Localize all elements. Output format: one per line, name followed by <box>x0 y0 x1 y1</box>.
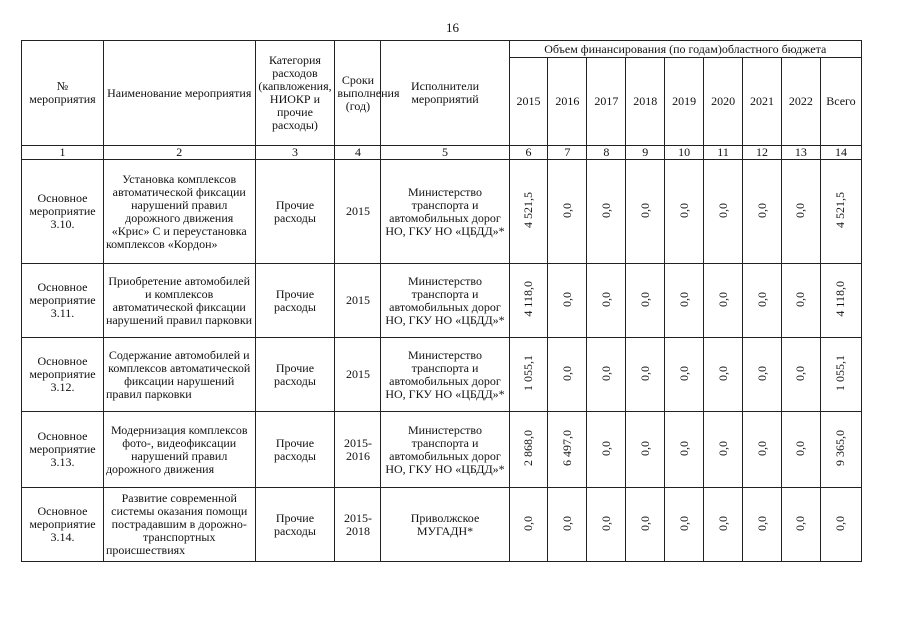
value-cell <box>548 488 587 562</box>
value-cell <box>743 488 782 562</box>
value-2021: 0,0 <box>754 440 769 456</box>
header-name: Наименование мероприятия <box>103 41 255 146</box>
value-cell <box>587 488 626 562</box>
value-cell <box>665 160 704 264</box>
column-number: 12 <box>743 146 782 160</box>
value-cell <box>704 488 743 562</box>
value-2015: 4 118,0 <box>520 281 535 317</box>
executor: Министерство транспорта и автомобильных дорог НО, ГКУ НО «ЦБДД»* <box>381 412 509 488</box>
value-cell <box>626 264 665 338</box>
value-2022: 0,0 <box>793 515 808 531</box>
expense-category: Прочие расходы <box>255 160 335 264</box>
value-2017: 0,0 <box>598 291 613 307</box>
value-2017: 0,0 <box>598 202 613 218</box>
header-year: 2015 <box>509 58 548 146</box>
value-cell <box>665 264 704 338</box>
value-2020: 0,0 <box>715 365 730 381</box>
value-2015: 1 055,1 <box>520 355 535 391</box>
value-cell <box>548 160 587 264</box>
header-year: 2017 <box>587 58 626 146</box>
financing-table <box>21 40 862 562</box>
value-cell <box>548 412 587 488</box>
table-row <box>22 160 862 264</box>
value-2018: 0,0 <box>637 365 652 381</box>
value-2015: 2 868,0 <box>520 430 535 466</box>
measure-id: Основное мероприятие 3.13. <box>22 412 104 488</box>
header-financing-group: Объем финансирования (по годам)областного бюджета <box>509 41 861 58</box>
header-category: Категория расходов (капвложения, НИОКР и прочие расходы) <box>255 41 335 146</box>
value-cell <box>781 264 820 338</box>
value-total: 9 365,0 <box>833 430 848 466</box>
column-number: 3 <box>255 146 335 160</box>
measure-id: Основное мероприятие 3.14. <box>22 488 104 562</box>
value-2016: 6 497,0 <box>559 430 574 466</box>
value-cell <box>509 264 548 338</box>
value-2021: 0,0 <box>754 365 769 381</box>
execution-terms: 2015 <box>335 338 381 412</box>
header-year: 2018 <box>626 58 665 146</box>
header-year: 2016 <box>548 58 587 146</box>
value-2022: 0,0 <box>793 440 808 456</box>
column-number: 13 <box>781 146 820 160</box>
value-2016: 0,0 <box>559 515 574 531</box>
header-year: 2020 <box>704 58 743 146</box>
value-cell <box>781 412 820 488</box>
value-cell <box>820 160 861 264</box>
value-cell <box>509 338 548 412</box>
value-2020: 0,0 <box>715 440 730 456</box>
value-2017: 0,0 <box>598 440 613 456</box>
table-row <box>22 488 862 562</box>
value-cell <box>704 338 743 412</box>
value-2021: 0,0 <box>754 202 769 218</box>
value-total: 0,0 <box>833 515 848 531</box>
header-executors: Исполнители мероприятий <box>381 41 509 146</box>
executor: Министерство транспорта и автомобильных дорог НО, ГКУ НО «ЦБДД»* <box>381 160 509 264</box>
execution-terms: 2015-2018 <box>335 488 381 562</box>
measure-id: Основное мероприятие 3.12. <box>22 338 104 412</box>
value-2022: 0,0 <box>793 202 808 218</box>
value-cell <box>704 264 743 338</box>
table-row <box>22 412 862 488</box>
value-cell <box>820 412 861 488</box>
value-2015: 0,0 <box>520 515 535 531</box>
value-2019: 0,0 <box>676 440 691 456</box>
header-num: № мероприятия <box>22 41 104 146</box>
value-cell <box>626 338 665 412</box>
value-2022: 0,0 <box>793 365 808 381</box>
column-number: 8 <box>587 146 626 160</box>
executor: Министерство транспорта и автомобильных дорог НО, ГКУ НО «ЦБДД»* <box>381 264 509 338</box>
expense-category: Прочие расходы <box>255 412 335 488</box>
value-cell <box>820 338 861 412</box>
value-cell <box>665 412 704 488</box>
value-2018: 0,0 <box>637 291 652 307</box>
column-number-row <box>22 146 862 160</box>
value-total: 1 055,1 <box>833 355 848 391</box>
measure-id: Основное мероприятие 3.11. <box>22 264 104 338</box>
header-year: 2021 <box>743 58 782 146</box>
column-number: 7 <box>548 146 587 160</box>
expense-category: Прочие расходы <box>255 338 335 412</box>
value-cell <box>781 160 820 264</box>
column-number: 6 <box>509 146 548 160</box>
execution-terms: 2015-2016 <box>335 412 381 488</box>
value-2017: 0,0 <box>598 365 613 381</box>
value-cell <box>548 338 587 412</box>
value-2020: 0,0 <box>715 291 730 307</box>
value-cell <box>743 412 782 488</box>
column-number: 11 <box>704 146 743 160</box>
value-cell <box>587 160 626 264</box>
value-cell <box>509 412 548 488</box>
value-cell <box>509 160 548 264</box>
value-cell <box>781 488 820 562</box>
value-cell <box>704 160 743 264</box>
value-cell <box>820 488 861 562</box>
value-2022: 0,0 <box>793 291 808 307</box>
value-2019: 0,0 <box>676 365 691 381</box>
executor: Приволжское МУГАДН* <box>381 488 509 562</box>
value-2020: 0,0 <box>715 202 730 218</box>
table-row <box>22 264 862 338</box>
measure-name: Установка комплексов автоматической фиксации нарушений правил дорожного движения «Крис» С и переустановка комплексов «Кордон» <box>103 160 255 264</box>
value-2021: 0,0 <box>754 291 769 307</box>
page-number: 16 <box>446 20 459 35</box>
value-cell <box>743 264 782 338</box>
measure-name: Приобретение автомобилей и комплексов автоматической фиксации нарушений правил парковки <box>103 264 255 338</box>
value-2021: 0,0 <box>754 515 769 531</box>
column-number: 14 <box>820 146 861 160</box>
value-cell <box>626 412 665 488</box>
column-number: 2 <box>103 146 255 160</box>
execution-terms: 2015 <box>335 160 381 264</box>
column-number: 10 <box>665 146 704 160</box>
value-total: 4 118,0 <box>833 281 848 317</box>
value-cell <box>743 160 782 264</box>
expense-category: Прочие расходы <box>255 264 335 338</box>
value-total: 4 521,5 <box>833 192 848 228</box>
value-2015: 4 521,5 <box>520 192 535 228</box>
header-year: 2022 <box>781 58 820 146</box>
column-number: 9 <box>626 146 665 160</box>
value-cell <box>665 338 704 412</box>
value-2018: 0,0 <box>637 202 652 218</box>
value-2019: 0,0 <box>676 291 691 307</box>
value-cell <box>626 488 665 562</box>
value-2019: 0,0 <box>676 515 691 531</box>
value-2016: 0,0 <box>559 365 574 381</box>
column-number: 5 <box>381 146 509 160</box>
value-cell <box>548 264 587 338</box>
header-total: Всего <box>820 58 861 146</box>
value-cell <box>820 264 861 338</box>
expense-category: Прочие расходы <box>255 488 335 562</box>
header-terms: Сроки выполнения (год) <box>335 41 381 146</box>
measure-name: Модернизация комплексов фото-, видеофиксации нарушений правил дорожного движения <box>103 412 255 488</box>
value-2016: 0,0 <box>559 291 574 307</box>
value-cell <box>626 160 665 264</box>
column-number: 4 <box>335 146 381 160</box>
value-2019: 0,0 <box>676 202 691 218</box>
value-2018: 0,0 <box>637 440 652 456</box>
measure-name: Развитие современной системы оказания помощи пострадавшим в дорожно-транспортных происшествиях <box>103 488 255 562</box>
measure-name: Содержание автомобилей и комплексов автоматической фиксации нарушений правил парковки <box>103 338 255 412</box>
value-cell <box>587 338 626 412</box>
header-year: 2019 <box>665 58 704 146</box>
value-cell <box>704 412 743 488</box>
value-2018: 0,0 <box>637 515 652 531</box>
measure-id: Основное мероприятие 3.10. <box>22 160 104 264</box>
value-cell <box>743 338 782 412</box>
value-cell <box>509 488 548 562</box>
value-2016: 0,0 <box>559 202 574 218</box>
value-2017: 0,0 <box>598 515 613 531</box>
value-cell <box>781 338 820 412</box>
table-row <box>22 338 862 412</box>
value-cell <box>587 412 626 488</box>
executor: Министерство транспорта и автомобильных дорог НО, ГКУ НО «ЦБДД»* <box>381 338 509 412</box>
column-number: 1 <box>22 146 104 160</box>
value-cell <box>665 488 704 562</box>
value-cell <box>587 264 626 338</box>
value-2020: 0,0 <box>715 515 730 531</box>
execution-terms: 2015 <box>335 264 381 338</box>
